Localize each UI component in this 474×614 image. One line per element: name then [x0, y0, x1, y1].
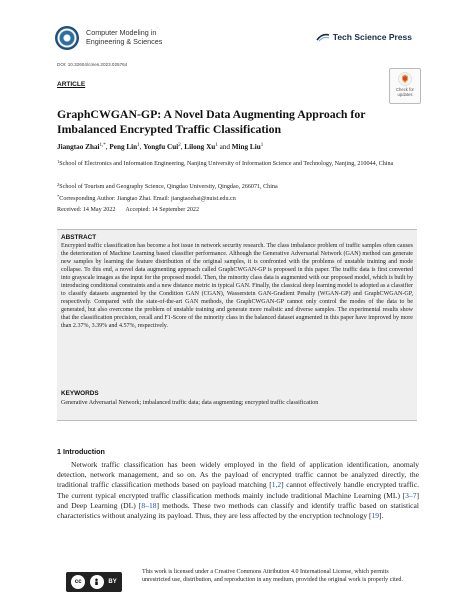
affiliation: [57, 181, 417, 191]
affiliation-mark: 1: [57, 159, 60, 164]
updates-label-line2: updates: [397, 92, 413, 97]
journal-logo-icon: [55, 26, 79, 50]
author-affil-mark: 1: [215, 143, 218, 148]
cc-icon: cc: [71, 575, 85, 589]
corresponding-author: [57, 193, 417, 203]
received-date: Received: 14 May 2022: [57, 207, 116, 213]
publisher-logo: [316, 32, 412, 42]
journal-name-line2: Engineering & Sciences: [86, 37, 163, 46]
paragraph-text: ] cannot effectively handle encrypted traffic. The current typical encrypted traffic classification methods mainly include traditional Machine Learning (ML) [: [57, 480, 419, 500]
journal-name-line1: Computer Modeling in: [86, 28, 157, 37]
affiliation-mark: 2: [57, 182, 60, 187]
updates-label-line1: Check for: [396, 87, 414, 92]
citation-link[interactable]: 8–18: [141, 500, 157, 510]
paper-title: GraphCWGAN-GP: A Novel Data Augmenting Approach for Imbalanced Encrypted Traffic Classification: [57, 107, 366, 136]
author-name: Peng Lin: [109, 143, 138, 151]
citation-link[interactable]: 19: [371, 511, 380, 521]
introduction-paragraph: [57, 460, 419, 521]
publisher-swoosh-icon: [316, 33, 330, 42]
affiliation-text: School of Electronics and Information Engineering, Nanjing University of Information Science and Technology, Nanjing, 210044, China: [59, 161, 394, 167]
abstract-text: Encrypted traffic classification has become a hot issue in network security research. The class imbalance problem of traffic samples often causes the deterioration of Machine Learning based classifier performance. Although the Generative Adversarial Network (GAN) method can generate new samples by learning the feature distribution of the original samples, it is confronted with the problems of unstable training and mode collapse. To this end, a novel data augmenting approach called GraphCWGAN-GP is proposed in this paper. The traffic data is first converted into grayscale images as the input for the proposed model. Then, the minority class data is augmented with our proposed model, which is built by introducing conditional constraints and a new distance metric in typical GAN. Finally, the classical deep learning model is adopted as a classifier to classify datasets augmented by the Condition GAN (CGAN), Wasserstein GAN-Gradient Penalty (WGAN-GP) and GraphCWGAN-GP, respectively. Compared with the state-of-the-art GAN methods, the GraphCWGAN-GP cannot only control the modes of the data to be generated, but also overcome the problem of unstable training and generate more realistic and diverse samples. The experimental results show that the classification precision, recall and F1-Score of the minority class in the balanced dataset augmented in this paper have improved by more than 2.37%, 3.39% and 4.57%, respectively.: [61, 243, 413, 329]
article-type-label: ARTICLE: [57, 81, 86, 88]
author-affil-mark: 1: [260, 143, 264, 148]
author-name: Jiangtao Zhai: [57, 143, 100, 151]
paragraph-text: Network traffic classification has been widely employed in the field of application identification, anomaly detection, network management, and so on. As the payload of encrypted traffic cannot be analyzed directly, the traditional traffic classification methods based on payload matching [: [57, 460, 419, 490]
publisher-name: Tech Science Press: [332, 32, 412, 42]
author-affil-mark: 1: [137, 143, 140, 148]
abstract-heading: ABSTRACT: [61, 234, 97, 241]
citation-link[interactable]: 1,2: [271, 480, 282, 490]
citation-link[interactable]: 3–7: [405, 490, 417, 500]
paragraph-text: ] and Deep Learning (DL) [: [57, 490, 419, 510]
check-updates-icon: [398, 72, 412, 86]
paragraph-text: ] methods. These two methods can classify and identify traffic based on statistical characteristics without analyzing its payload. Thus, they are less affected by the encryption technology [: [57, 500, 419, 521]
paragraph-text: ].: [379, 511, 384, 521]
keywords-heading: KEYWORDS: [61, 390, 99, 397]
section-heading: 1 Introduction: [57, 447, 105, 456]
author-list: Jiangtao Zhai$^{1,*}$, Peng Lin$^1$, Yongfu Cui$^2$, Lilong Xu$^1$ and Ming Liu$^1$: [57, 143, 264, 151]
attribution-icon: [90, 575, 104, 589]
author-affil-mark: 1,*: [99, 143, 106, 148]
author-name: Lilong Xu: [184, 143, 216, 151]
author-name: Yongfu Cui: [143, 143, 179, 151]
doi[interactable]: DOI: 10.32604/cmes.2023.025764: [57, 62, 128, 67]
journal-name: [86, 28, 162, 46]
keywords-text: Generative Adversarial Network; imbalanced traffic data; data augmenting; encrypted traffic classification: [61, 400, 319, 406]
affiliation-text: School of Tourism and Geography Science, Qingdao University, Qingdao, 266071, China: [59, 184, 278, 190]
dates: [57, 207, 199, 213]
affiliation-mark: *: [57, 194, 60, 199]
author-affil-mark: 2: [178, 143, 181, 148]
license-text: This work is licensed under a Creative Commons Attribution 4.0 International License, which permits unrestricted use, distribution, and reproduction in any medium, provided the original work is properly cited.: [142, 569, 403, 583]
cc-license-badge[interactable]: [66, 572, 122, 592]
corresponding-author-text: Corresponding Author: Jiangtao Zhai. Email: jiangtaozhai@nuist.edu.cn: [59, 196, 236, 202]
by-label: BY: [108, 579, 117, 585]
affiliation: [57, 158, 417, 168]
accepted-date: Accepted: 14 September 2022: [125, 207, 200, 213]
check-for-updates-button[interactable]: [389, 68, 421, 104]
author-name: Ming Liu: [231, 143, 261, 151]
